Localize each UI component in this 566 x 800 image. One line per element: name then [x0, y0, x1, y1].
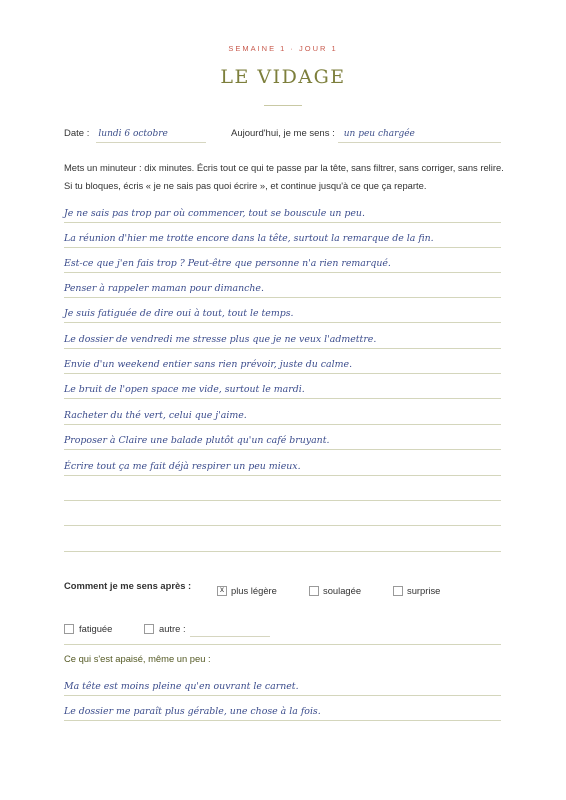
feeling-value[interactable]: un peu chargée	[343, 129, 415, 139]
journal-line[interactable]	[64, 247, 501, 273]
date-label: Date :	[64, 128, 90, 139]
page-title: LE VIDAGE	[220, 66, 346, 88]
journal-line[interactable]	[64, 348, 501, 374]
check-x-icon: x	[220, 585, 224, 594]
journal-line[interactable]	[64, 222, 501, 248]
checkbox[interactable]	[64, 624, 74, 634]
journal-line-text: Racheter du thé vert, celui que j'aime.	[64, 410, 247, 421]
option-label: autre :	[159, 623, 186, 634]
journal-line-text: Le dossier de vendredi me stresse plus que je ne veux l'admettre.	[64, 334, 377, 345]
journal-line[interactable]	[64, 323, 501, 349]
journal-line-text: Je ne sais pas trop par où commencer, tout se bouscule un peu.	[64, 208, 365, 219]
date-field	[64, 128, 168, 139]
checkbox[interactable]	[309, 586, 319, 596]
journal-line[interactable]	[64, 373, 501, 399]
journal-line[interactable]	[64, 272, 501, 298]
journal-line-text: La réunion d'hier me trotte encore dans la tête, surtout la remarque de la fin.	[64, 233, 434, 244]
journal-line[interactable]	[64, 197, 501, 223]
calm-label: Ce qui s'est apaisé, même un peu :	[64, 653, 211, 664]
journal-line-empty[interactable]	[64, 526, 501, 552]
other-input-line[interactable]	[190, 636, 270, 637]
section-divider	[64, 644, 501, 645]
journal-line[interactable]	[64, 399, 501, 425]
journal-line-text: Est-ce que j'en fais trop ? Peut-être que personne n'a rien remarqué.	[64, 258, 391, 269]
journal-line-text: Proposer à Claire une balade plutôt qu'un café bruyant.	[64, 435, 330, 446]
title-divider	[264, 105, 302, 106]
after-feelings-label: Comment je me sens après :	[64, 580, 192, 591]
option-label: plus légère	[231, 585, 277, 596]
calm-line[interactable]	[64, 670, 501, 696]
calm-line-text: Ma tête est moins pleine qu'en ouvrant le carnet.	[64, 681, 299, 692]
date-underline	[96, 142, 206, 143]
journal-line-text: Envie d'un weekend entier sans rien prévoir, juste du calme.	[64, 359, 353, 370]
journal-line-text: Penser à rappeler maman pour dimanche.	[64, 283, 264, 294]
feeling-label: Aujourd'hui, je me sens :	[231, 128, 335, 139]
journal-line-text: Écrire tout ça me fait déjà respirer un peu mieux.	[64, 461, 301, 472]
journal-line-text: Je suis fatiguée de dire oui à tout, tout le temps.	[64, 308, 294, 319]
journal-line[interactable]	[64, 424, 501, 450]
journal-line-empty[interactable]	[64, 475, 501, 501]
checkbox[interactable]	[144, 624, 154, 634]
instructions-text: Mets un minuteur : dix minutes. Écris tout ce qui te passe par la tête, sans filtrer, sans corriger, sans relire. Si tu bloques, écris « je ne sais pas quoi écrire », et continue jusqu'à ce que ça reparte.	[64, 162, 504, 191]
calm-line[interactable]	[64, 695, 501, 721]
week-day-kicker: SEMAINE 1 · JOUR 1	[228, 44, 338, 53]
option-label: surprise	[407, 585, 441, 596]
journal-line-empty[interactable]	[64, 500, 501, 526]
checkbox-checked[interactable]	[217, 586, 227, 596]
journal-line[interactable]	[64, 297, 501, 323]
checkbox[interactable]	[393, 586, 403, 596]
date-value[interactable]: lundi 6 octobre	[98, 129, 168, 139]
option-label: fatiguée	[79, 623, 113, 634]
journal-line-text: Le bruit de l'open space me vide, surtout le mardi.	[64, 384, 305, 395]
feeling-field	[231, 128, 415, 139]
feeling-underline	[338, 142, 501, 143]
calm-line-text: Le dossier me paraît plus gérable, une chose à la fois.	[64, 706, 321, 717]
journal-line[interactable]	[64, 450, 501, 476]
option-label: soulagée	[323, 585, 362, 596]
